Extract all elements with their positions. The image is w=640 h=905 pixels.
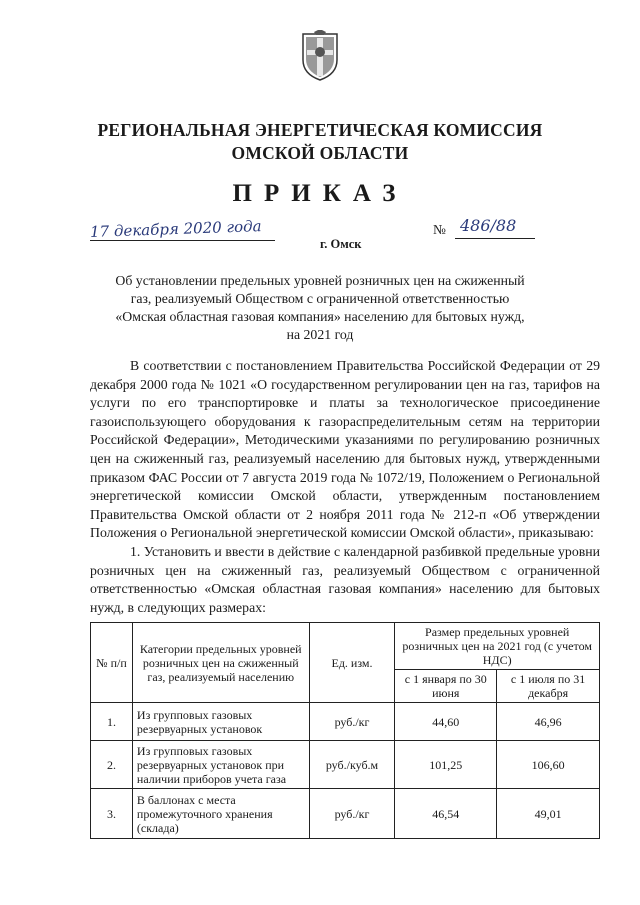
coat-of-arms-icon bbox=[300, 30, 340, 82]
clause-1-paragraph: 1. Установить и ввести в действие с календарной разбивкой предельные уровни розничных цен на сжиженный газ, реализуемый Обществом с ограниченной ответственностью «Омская областная газовая компания» населению для бытовых нужд, в следующих размерах: bbox=[90, 543, 600, 615]
number-sign: № bbox=[433, 222, 446, 237]
row-unit: руб./кг bbox=[309, 789, 395, 839]
date-underline bbox=[90, 240, 275, 241]
organization-name-line1: РЕГИОНАЛЬНАЯ ЭНЕРГЕТИЧЕСКАЯ КОМИССИЯ bbox=[97, 120, 543, 140]
subject-line: «Омская областная газовая компания» населению для бытовых нужд, bbox=[115, 309, 525, 324]
table-row bbox=[91, 703, 600, 741]
city: г. Омск bbox=[320, 237, 362, 251]
row-value-period-2: 46,96 bbox=[497, 703, 600, 741]
row-unit: руб./куб.м bbox=[309, 741, 395, 789]
organization-name-line2: ОМСКОЙ ОБЛАСТИ bbox=[231, 143, 409, 163]
row-num: 1. bbox=[91, 703, 133, 741]
subject-line: Об установлении предельных уровней розничных цен на сжиженный bbox=[115, 273, 525, 288]
row-num: 3. bbox=[91, 789, 133, 839]
handwritten-order-number: 486/88 bbox=[460, 216, 517, 235]
header-period-1: с 1 января по 30 июня bbox=[395, 670, 497, 703]
row-category: В баллонах с места промежуточного хранения (склада) bbox=[132, 789, 309, 839]
header-period-2: с 1 июля по 31 декабря bbox=[497, 670, 600, 703]
number-underline bbox=[455, 238, 535, 239]
table-row bbox=[91, 741, 600, 789]
header-size: Размер предельных уровней розничных цен на 2021 год (с учетом НДС) bbox=[395, 623, 600, 670]
row-num: 2. bbox=[91, 741, 133, 789]
header-num: № п/п bbox=[91, 623, 133, 703]
row-category: Из групповых газовых резервуарных установок при наличии приборов учета газа bbox=[132, 741, 309, 789]
row-value-period-2: 49,01 bbox=[497, 789, 600, 839]
subject-line: на 2021 год bbox=[286, 327, 354, 342]
row-unit: руб./кг bbox=[309, 703, 395, 741]
row-value-period-1: 44,60 bbox=[395, 703, 497, 741]
row-category: Из групповых газовых резервуарных установок bbox=[132, 703, 309, 741]
table-row bbox=[91, 789, 600, 839]
row-value-period-1: 46,54 bbox=[395, 789, 497, 839]
row-value-period-1: 101,25 bbox=[395, 741, 497, 789]
row-value-period-2: 106,60 bbox=[497, 741, 600, 789]
price-table bbox=[90, 622, 600, 839]
preamble-paragraph: В соответствии с постановлением Правительства Российской Федерации от 29 декабря 2000 года № 1021 «О государственном регулировании цен на газ, тарифов на услуги по его транспортировке и платы за технологическое присоединение газоиспользующего оборудования к газораспределительным сетям на территории Российской Федерации», Методическими указаниями по регулированию розничных цен на сжиженный газ, реализуемый населению для бытовых нужд, утвержденными приказом ФАС России от 7 августа 2019 года № 1072/19, Положением о Региональной энергетической комиссии Омской области, утвержденным постановлением Правительства Омской области от 2 ноября 2011 года № 212-п «Об утверждении Положения о Региональной энергетической комиссии Омской области», приказываю: bbox=[90, 358, 600, 541]
handwritten-date: 17 декабря 2020 года bbox=[89, 217, 262, 241]
header-unit: Ед. изм. bbox=[309, 623, 395, 703]
document-title: ПРИКАЗ bbox=[232, 180, 408, 207]
subject-line: газ, реализуемый Обществом с ограниченной ответственностью bbox=[130, 291, 510, 306]
order-subject bbox=[100, 272, 540, 344]
header-category: Категории предельных уровней розничных цен на сжиженный газ, реализуемый населению bbox=[132, 623, 309, 703]
order-body bbox=[90, 357, 600, 617]
